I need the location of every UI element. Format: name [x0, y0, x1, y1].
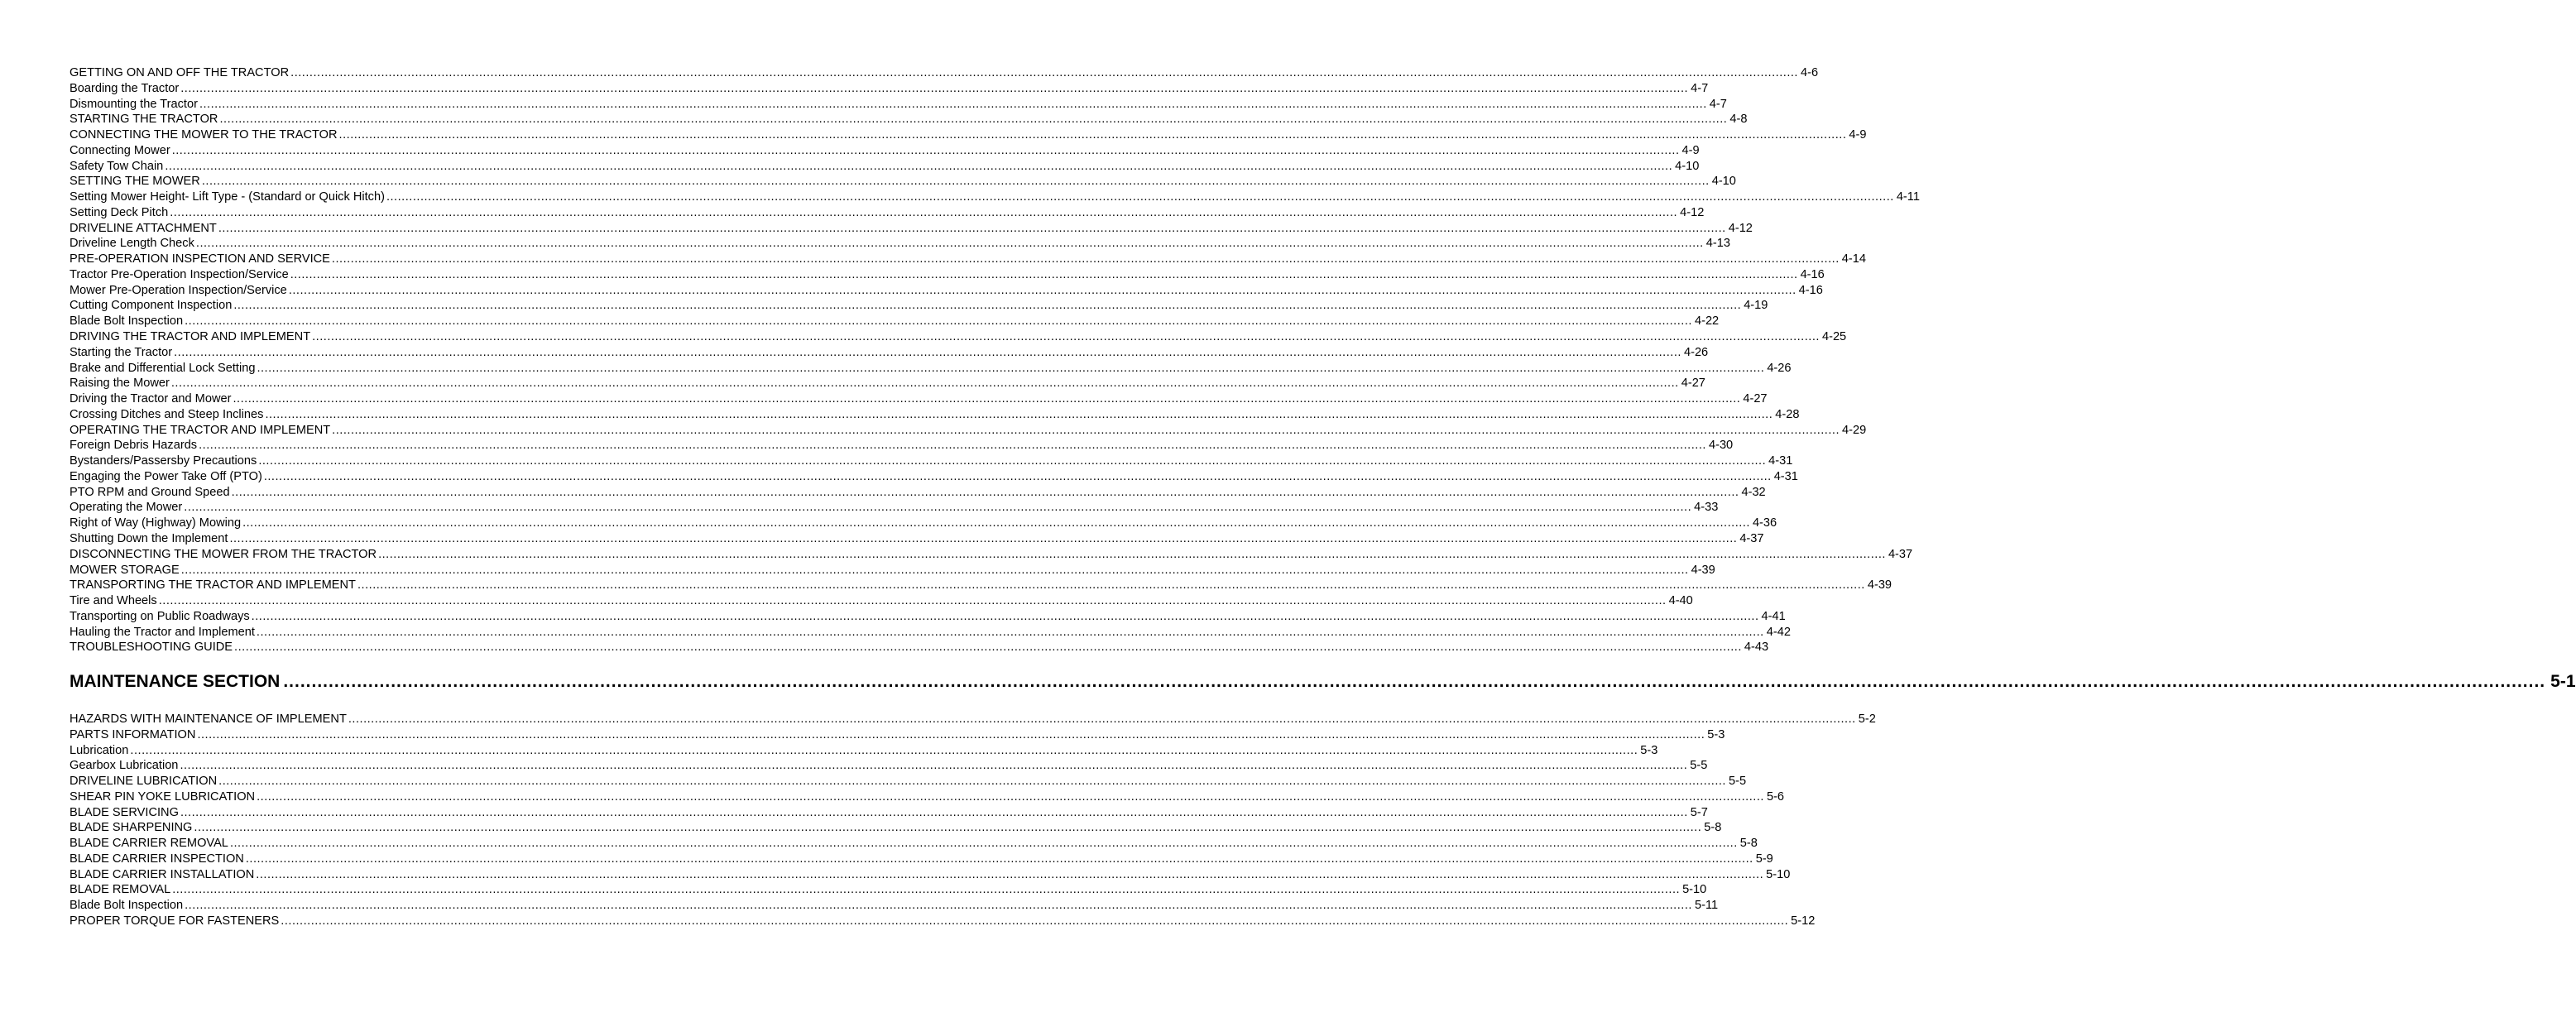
toc-entry[interactable] [70, 743, 1658, 759]
dot-leader: ................................................................................................................................................................................................................................................................................................................................................................................................................ [331, 252, 1840, 266]
dot-leader: ................................................................................................................................................................................................................................................................................................................................................................................................................ [172, 883, 1681, 897]
toc-entry-label: Right of Way (Highway) Mowing [70, 516, 242, 530]
toc-entry-page: 4-37 [1739, 531, 1764, 545]
dot-leader: ................................................................................................................................................................................................................................................................................................................................................................................................................ [219, 113, 1728, 127]
dot-leader: ................................................................................................................................................................................................................................................................................................................................................................................................................ [258, 454, 1767, 468]
toc-entry-label: Shutting Down the Implement [70, 531, 228, 545]
toc-entry-label: Operating the Mower [70, 501, 183, 515]
toc-entry-label: PROPER TORQUE FOR FASTENERS [70, 914, 280, 928]
dot-leader: ................................................................................................................................................................................................................................................................................................................................................................................................................ [288, 283, 1796, 297]
toc-entry-label: Cutting Component Inspection [70, 299, 233, 313]
toc-entry-label: Blade Bolt Inspection [70, 899, 184, 913]
toc-entry-label: Raising the Mower [70, 377, 170, 391]
dot-leader: ................................................................................................................................................................................................................................................................................................................................................................................................................ [386, 190, 1894, 204]
toc-entry-page: 5-8 [1704, 821, 1722, 835]
dot-leader: ................................................................................................................................................................................................................................................................................................................................................................................................................ [265, 407, 1773, 421]
toc-entry[interactable] [70, 267, 1825, 283]
toc-entry-page: 4-12 [1728, 221, 1753, 235]
dot-leader: ................................................................................................................................................................................................................................................................................................................................................................................................................ [348, 713, 1856, 726]
toc-entry-label: Mower Pre-Operation Inspection/Service [70, 283, 287, 297]
toc-entry-page: 4-28 [1775, 407, 1800, 421]
toc-entry-label: GETTING ON AND OFF THE TRACTOR [70, 66, 290, 79]
dot-leader: ................................................................................................................................................................................................................................................................................................................................................................................................................ [229, 531, 1738, 545]
toc-entry-label: Tractor Pre-Operation Inspection/Service [70, 267, 289, 281]
dot-leader: ................................................................................................................................................................................................................................................................................................................................................................................................................ [180, 759, 1688, 773]
toc-entry-label: DRIVING THE TRACTOR AND IMPLEMENT [70, 330, 311, 344]
toc-entry-page: 5-9 [1755, 852, 1773, 866]
toc-entry[interactable] [70, 531, 1764, 547]
toc-entry-label: Safety Tow Chain [70, 159, 164, 173]
dot-leader: ................................................................................................................................................................................................................................................................................................................................................................................................................ [290, 267, 1798, 281]
toc-entry-page: 4-29 [1842, 423, 1867, 437]
toc-entry-page: 4-6 [1801, 66, 1819, 79]
toc-entry[interactable] [70, 314, 1720, 329]
toc-entry-label: Gearbox Lubrication [70, 759, 179, 773]
dot-leader: ................................................................................................................................................................................................................................................................................................................................................................................................................ [251, 609, 1759, 623]
dot-leader: ................................................................................................................................................................................................................................................................................................................................................................................................................ [197, 727, 1705, 741]
dot-leader: ................................................................................................................................................................................................................................................................................................................................................................................................................ [180, 805, 1688, 819]
toc-entry-page: 4-39 [1867, 578, 1892, 593]
dot-leader: ................................................................................................................................................................................................................................................................................................................................................................................................................ [378, 547, 1886, 561]
toc-entry[interactable] [70, 236, 1730, 252]
toc-entry-label: STARTING THE TRACTOR [70, 113, 218, 127]
toc-entry[interactable] [70, 640, 1769, 655]
toc-entry[interactable] [70, 547, 1913, 563]
toc-entry[interactable] [70, 391, 1768, 407]
toc-entry-page: 5-5 [1729, 775, 1747, 789]
dot-leader: ................................................................................................................................................................................................................................................................................................................................................................................................................ [357, 578, 1865, 593]
toc-entry-label: Starting the Tractor [70, 345, 173, 359]
dot-leader: ................................................................................................................................................................................................................................................................................................................................................................................................................ [257, 789, 1764, 804]
toc-entry[interactable] [70, 423, 1867, 439]
toc-entry[interactable] [70, 205, 1705, 221]
dot-leader: ................................................................................................................................................................................................................................................................................................................................................................................................................ [171, 143, 1680, 157]
dot-leader: ................................................................................................................................................................................................................................................................................................................................................................................................................ [338, 128, 1847, 142]
toc-entry-page: 4-32 [1741, 485, 1766, 499]
toc-entry[interactable] [70, 283, 1823, 299]
dot-leader: ................................................................................................................................................................................................................................................................................................................................................................................................................ [180, 563, 1689, 577]
toc-entry-label: BLADE CARRIER INSPECTION [70, 852, 244, 866]
toc-entry-page: 4-19 [1744, 299, 1768, 313]
toc-entry-page: 5-12 [1791, 914, 1816, 928]
toc-entry-page: 4-16 [1798, 283, 1823, 297]
toc-entry-label: Driveline Length Check [70, 237, 194, 251]
toc-entry-label: CONNECTING THE MOWER TO THE TRACTOR [70, 128, 338, 142]
toc-entry[interactable] [70, 298, 1768, 314]
dot-leader: ................................................................................................................................................................................................................................................................................................................................................................................................................ [229, 837, 1738, 851]
toc-entry[interactable] [70, 774, 1747, 789]
toc-entry-label: Dismounting the Tractor [70, 97, 198, 111]
section-heading-label: MAINTENANCE SECTION [70, 672, 281, 691]
dot-leader: ................................................................................................................................................................................................................................................................................................................................................................................................................ [165, 159, 1673, 173]
dot-leader: ................................................................................................................................................................................................................................................................................................................................................................................................................ [332, 423, 1840, 437]
toc-entry-page: 4-33 [1694, 501, 1719, 515]
dot-leader: ................................................................................................................................................................................................................................................................................................................................................................................................................ [218, 775, 1726, 789]
toc-entry[interactable] [70, 143, 1700, 159]
toc-entry-label: DRIVELINE ATTACHMENT [70, 221, 217, 235]
toc-entry[interactable] [70, 174, 1736, 190]
toc-entry-page: 5-5 [1690, 759, 1708, 773]
toc-entry-label: Boarding the Tractor [70, 81, 180, 95]
toc-entry-page: 4-31 [1768, 454, 1793, 468]
toc-entry-page: 4-43 [1744, 641, 1769, 655]
toc-entry-page: 4-13 [1705, 237, 1730, 251]
toc-entry[interactable] [70, 438, 1734, 453]
toc-entry[interactable] [70, 407, 1800, 423]
toc-entry-label: TROUBLESHOOTING GUIDE [70, 641, 233, 655]
toc-entry-page: 4-8 [1729, 113, 1748, 127]
toc-entry-page: 4-14 [1841, 252, 1866, 266]
toc-entry-label: MOWER STORAGE [70, 563, 180, 577]
dot-leader: ................................................................................................................................................................................................................................................................................................................................................................................................................ [312, 330, 1820, 344]
toc-entry-label: BLADE CARRIER INSTALLATION [70, 867, 255, 881]
dot-leader: ................................................................................................................................................................................................................................................................................................................................................................................................................ [245, 852, 1753, 866]
dot-leader: ................................................................................................................................................................................................................................................................................................................................................................................................................ [233, 392, 1741, 406]
toc-entry-label: Tire and Wheels [70, 594, 157, 608]
toc-entry[interactable] [70, 190, 1920, 205]
toc-entry[interactable] [70, 727, 1725, 743]
toc-entry-label: BLADE SHARPENING [70, 821, 193, 835]
toc-entry-page: 4-12 [1680, 205, 1705, 219]
section-heading-page: 5-1 [2550, 672, 2576, 691]
toc-entry-label: PTO RPM and Ground Speed [70, 485, 230, 499]
toc-entry-page: 5-8 [1739, 837, 1758, 851]
dot-leader: ................................................................................................................................................................................................................................................................................................................................................................................................................ [185, 899, 1692, 913]
toc-entry-page: 4-40 [1668, 594, 1693, 608]
toc-entry-page: 4-30 [1708, 439, 1734, 453]
toc-entry-page: 4-16 [1800, 267, 1825, 281]
toc-entry-page: 4-10 [1675, 159, 1700, 173]
toc-entry[interactable] [70, 127, 1867, 143]
toc-entry-label: Hauling the Tractor and Implement [70, 625, 255, 639]
dot-leader: ................................................................................................................................................................................................................................................................................................................................................................................................................ [234, 641, 1742, 655]
toc-entry-label: DISCONNECTING THE MOWER FROM THE TRACTOR [70, 547, 377, 561]
toc-entry-page: 4-7 [1691, 81, 1709, 95]
dot-leader: ................................................................................................................................................................................................................................................................................................................................................................................................................ [158, 594, 1667, 608]
dot-leader: ................................................................................................................................................................................................................................................................................................................................................................................................................ [283, 672, 2546, 691]
toc-entry-page: 4-41 [1761, 609, 1786, 623]
toc-entry-label: PRE-OPERATION INSPECTION AND SERVICE [70, 252, 330, 266]
toc-entry-page: 4-42 [1766, 625, 1791, 639]
toc-entry[interactable] [70, 609, 1786, 625]
toc-entry-page: 4-37 [1888, 547, 1913, 561]
toc-entry-page: 5-2 [1858, 713, 1876, 726]
toc-entry-page: 4-26 [1683, 345, 1709, 359]
toc-entry[interactable] [70, 867, 1791, 883]
toc-entry-label: Driving the Tractor and Mower [70, 392, 232, 406]
toc-entry[interactable] [70, 469, 1798, 485]
toc-entry-page: 5-11 [1694, 899, 1719, 913]
toc-entry-page: 4-11 [1896, 190, 1920, 204]
toc-entry[interactable] [70, 345, 1709, 361]
toc-entry-page: 4-27 [1681, 377, 1705, 391]
dot-leader: ................................................................................................................................................................................................................................................................................................................................................................................................................ [257, 361, 1765, 375]
toc-entry-page: 4-7 [1709, 97, 1727, 111]
toc-entry-label: Foreign Debris Hazards [70, 439, 198, 453]
toc-entry[interactable] [70, 159, 1700, 175]
toc-entry-label: SETTING THE MOWER [70, 175, 200, 189]
toc-entry-label: BLADE REMOVAL [70, 883, 171, 897]
dot-leader: ................................................................................................................................................................................................................................................................................................................................................................................................................ [256, 867, 1764, 881]
dot-leader: ................................................................................................................................................................................................................................................................................................................................................................................................................ [281, 914, 1789, 928]
toc-entry-page: 4-36 [1752, 516, 1777, 530]
toc-entry[interactable] [70, 914, 1816, 929]
dot-leader: ................................................................................................................................................................................................................................................................................................................................................................................................................ [184, 501, 1692, 515]
toc-entry[interactable] [70, 898, 1719, 914]
toc-entry[interactable] [70, 112, 1748, 127]
toc-entry[interactable] [70, 820, 1722, 836]
toc-entry-label: Setting Mower Height- Lift Type - (Standard or Quick Hitch) [70, 190, 385, 204]
dot-leader: ................................................................................................................................................................................................................................................................................................................................................................................................................ [201, 175, 1710, 189]
toc-entry-label: Blade Bolt Inspection [70, 314, 184, 329]
toc-entry[interactable] [70, 252, 1866, 267]
dot-leader: ................................................................................................................................................................................................................................................................................................................................................................................................................ [180, 81, 1689, 95]
toc-entry[interactable] [70, 563, 1715, 578]
toc-entry-page: 4-9 [1681, 143, 1700, 157]
toc-entry-label: Lubrication [70, 743, 129, 757]
dot-leader: ................................................................................................................................................................................................................................................................................................................................................................................................................ [194, 821, 1702, 835]
toc-entry-label: DRIVELINE LUBRICATION [70, 775, 218, 789]
toc-list-operation [70, 65, 1920, 655]
toc-entry[interactable] [70, 758, 1708, 774]
toc-entry-page: 4-27 [1743, 392, 1768, 406]
toc-entry-page: 4-31 [1773, 469, 1798, 483]
toc-entry[interactable] [70, 516, 1777, 531]
toc-entry-page: 4-26 [1767, 361, 1792, 375]
toc-entry-label: TRANSPORTING THE TRACTOR AND IMPLEMENT [70, 578, 356, 593]
toc-entry-label: PARTS INFORMATION [70, 727, 196, 741]
toc-entry-page: 4-39 [1691, 563, 1715, 577]
dot-leader: ................................................................................................................................................................................................................................................................................................................................................................................................................ [174, 345, 1681, 359]
dot-leader: ................................................................................................................................................................................................................................................................................................................................................................................................................ [199, 439, 1706, 453]
toc-entry[interactable] [70, 221, 1753, 237]
toc-entry-label: OPERATING THE TRACTOR AND IMPLEMENT [70, 423, 331, 437]
toc-entry-page: 4-9 [1849, 128, 1867, 142]
toc-entry-label: SHEAR PIN YOKE LUBRICATION [70, 789, 256, 804]
toc-entry-label: BLADE SERVICING [70, 805, 179, 819]
toc-entry[interactable] [70, 453, 1793, 469]
dot-leader: ................................................................................................................................................................................................................................................................................................................................................................................................................ [242, 516, 1750, 530]
toc-entry[interactable] [70, 500, 1719, 516]
toc-entry[interactable] [70, 593, 1693, 609]
toc-entry[interactable] [70, 882, 1707, 898]
toc-entry[interactable] [70, 485, 1766, 501]
dot-leader: ................................................................................................................................................................................................................................................................................................................................................................................................................ [231, 485, 1739, 499]
toc-entry[interactable] [70, 836, 1758, 852]
toc-entry-label: Connecting Mower [70, 143, 170, 157]
toc-entry-label: Setting Deck Pitch [70, 205, 169, 219]
toc-entry[interactable] [70, 578, 1892, 593]
toc-entry[interactable] [70, 789, 1785, 805]
dot-leader: ................................................................................................................................................................................................................................................................................................................................................................................................................ [263, 469, 1772, 483]
toc-entry[interactable] [70, 329, 1847, 345]
toc-entry-label: Bystanders/Passersby Precautions [70, 454, 257, 468]
toc-entry-label: Brake and Differential Lock Setting [70, 361, 256, 375]
toc-entry[interactable] [70, 81, 1709, 97]
toc-entry[interactable] [70, 625, 1791, 641]
toc-entry-page: 5-3 [1707, 727, 1725, 741]
toc-entry-label: Transporting on Public Roadways [70, 609, 250, 623]
toc-entry-label: Engaging the Power Take Off (PTO) [70, 469, 262, 483]
toc-entry-page: 5-6 [1766, 789, 1785, 804]
dot-leader: ................................................................................................................................................................................................................................................................................................................................................................................................................ [185, 314, 1692, 329]
toc-entry-page: 5-10 [1766, 867, 1791, 881]
dot-leader: ................................................................................................................................................................................................................................................................................................................................................................................................................ [199, 97, 1707, 111]
toc-entry-page: 4-22 [1694, 314, 1720, 329]
toc-entry-page: 5-10 [1682, 883, 1707, 897]
toc-entry-page: 5-7 [1690, 805, 1708, 819]
dot-leader: ................................................................................................................................................................................................................................................................................................................................................................................................................ [170, 377, 1679, 391]
toc-list-maintenance [70, 712, 1876, 929]
toc-entry[interactable] [70, 65, 1819, 81]
dot-leader: ................................................................................................................................................................................................................................................................................................................................................................................................................ [195, 237, 1704, 251]
dot-leader: ................................................................................................................................................................................................................................................................................................................................................................................................................ [233, 299, 1742, 313]
dot-leader: ................................................................................................................................................................................................................................................................................................................................................................................................................ [256, 625, 1764, 639]
toc-entry[interactable] [70, 361, 1792, 377]
toc-entry[interactable] [70, 712, 1876, 727]
dot-leader: ................................................................................................................................................................................................................................................................................................................................................................................................................ [218, 221, 1726, 235]
section-heading-maintenance[interactable] [70, 670, 2576, 693]
toc-entry[interactable] [70, 376, 1705, 391]
toc-entry-label: HAZARDS WITH MAINTENANCE OF IMPLEMENT [70, 713, 347, 726]
toc-entry-page: 4-10 [1711, 175, 1736, 189]
toc-entry-page: 5-3 [1640, 743, 1658, 757]
toc-entry[interactable] [70, 97, 1727, 113]
toc-entry[interactable] [70, 805, 1708, 821]
toc-entry-label: BLADE CARRIER REMOVAL [70, 837, 228, 851]
toc-entry[interactable] [70, 852, 1773, 867]
dot-leader: ................................................................................................................................................................................................................................................................................................................................................................................................................ [130, 743, 1638, 757]
toc-entry-page: 4-25 [1821, 330, 1847, 344]
toc-entry-label: Crossing Ditches and Steep Inclines [70, 407, 264, 421]
dot-leader: ................................................................................................................................................................................................................................................................................................................................................................................................................ [290, 66, 1798, 79]
dot-leader: ................................................................................................................................................................................................................................................................................................................................................................................................................ [170, 205, 1678, 219]
